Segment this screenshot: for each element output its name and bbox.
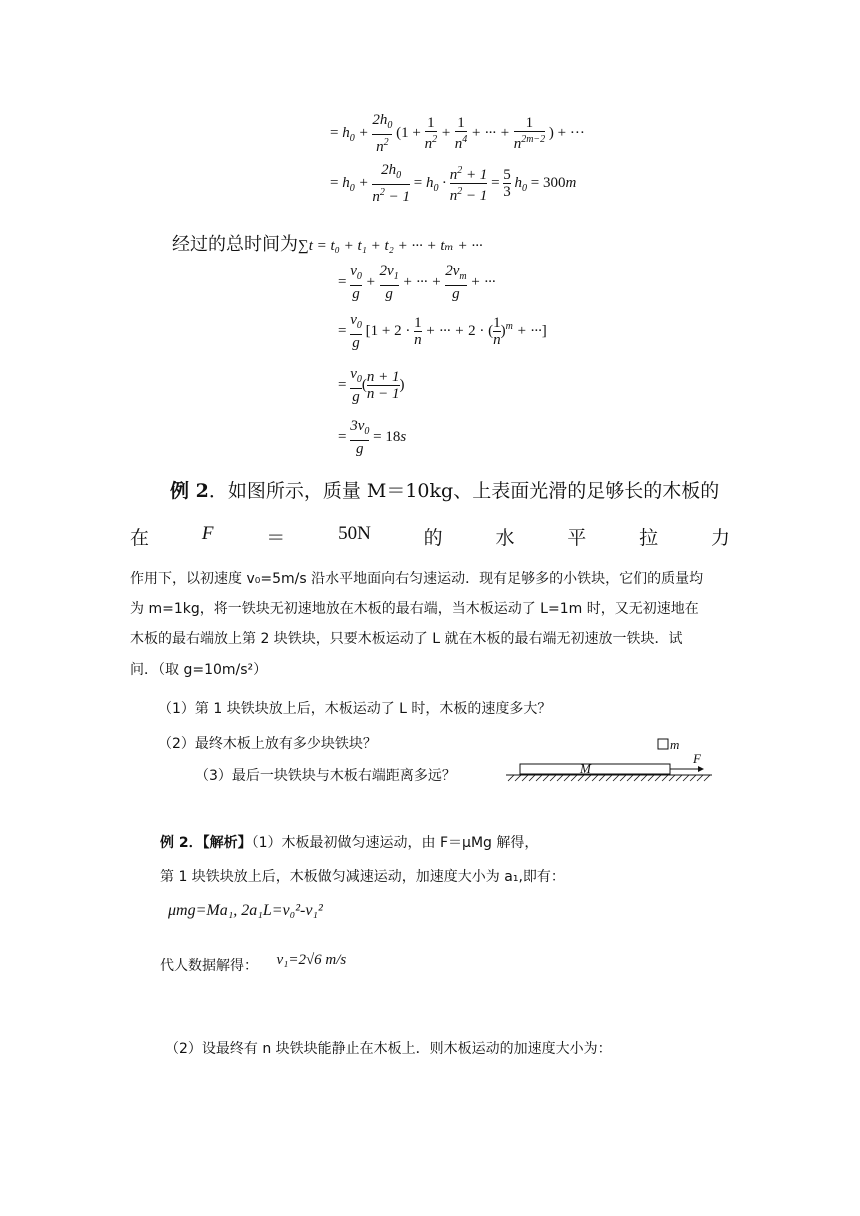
solution-line1-text: （1）木板最初做匀速运动，由 F＝μMg 解得， [251, 835, 539, 851]
solution-line2: 第 1 块铁块放上后，木板做匀减速运动，加速度大小为 a₁,即有： [160, 869, 565, 885]
board-figure [500, 735, 720, 785]
example2-label: 例 2 [170, 480, 209, 502]
word: 的 [423, 527, 443, 549]
solution-eq2: v₁=2√6 m/s [276, 952, 347, 968]
total-time-step3: = $\frac{v_0}{g}$ ( $\frac{n + 1}{n - 1}$ ) [338, 366, 405, 405]
word: 力 [710, 527, 730, 549]
wooden-board [520, 764, 670, 774]
total-time-step2: = $\frac{v_0}{g}$ [1 + 2 · $\frac{1}{n}$ + ··· + 2 · ( $\frac{1}{n}$ )$^m$ + ···] [338, 312, 547, 351]
total-time-sum: ∑t = t₀ + t₁ + t₂ + ··· + tₘ + ··· [298, 238, 483, 254]
example2-line3: 作用下，以初速度 v₀=5m/s 沿水平地面向右匀速运动．现有足够多的小铁块，它们的质量均 [130, 571, 704, 587]
iron-block [658, 739, 668, 749]
solution-line1 [160, 832, 538, 852]
force-arrowhead [698, 766, 704, 772]
block-label: m [670, 737, 680, 752]
word: 水 [495, 527, 515, 549]
total-time-intro [172, 230, 483, 256]
example2-line2 [130, 523, 730, 550]
word: ＝ [266, 527, 286, 549]
ground-hatch [508, 775, 710, 781]
derivation-h-line1: = $h_0$ + $\frac{2h_0}{n^2}$ (1 + $\frac{1}{n^2}$ + $\frac{1}{n^4}$ + ··· + $\frac{1}{n^{2m-2}}$ ) + ··· [330, 112, 585, 155]
question-1: （1）第 1 块铁块放上后，木板运动了 L 时，木板的速度多大？ [158, 701, 552, 717]
force-label: F [693, 751, 701, 766]
total-time-step4: = $\frac{3v_0}{g}$ = 18s [338, 418, 407, 457]
solution-label: 例 2．【解析】 [160, 835, 252, 851]
example2-line5: 木板的最右端放上第 2 块铁块，只要木板运动了 L 就在木板的最右端无初速放一铁块．试 [130, 631, 683, 647]
example2-line1 [170, 476, 719, 503]
solution-line3-text: 代人数据解得： [160, 958, 258, 974]
question-3: （3）最后一块铁块与木板右端距离多远？ [195, 768, 456, 784]
word: 拉 [639, 527, 659, 549]
word: 平 [567, 527, 587, 549]
word: 在 [130, 527, 150, 549]
word: F [201, 523, 214, 544]
question-2: （2）最终木板上放有多少块铁块？ [158, 736, 377, 752]
example2-line6: 问．（取 g=10m/s²） [130, 662, 268, 678]
example2-line4: 为 m=1kg，将一铁块无初速地放在木板的最右端，当木板运动了 L=1m 时，又无初速地在 [130, 601, 699, 617]
total-time-intro-text: 经过的总时间为 [172, 234, 298, 255]
solution-line4: （2）设最终有 n 块铁块能静止在木板上．则木板运动的加速度大小为： [165, 1041, 612, 1057]
word: 50N [338, 523, 371, 544]
example2-line1-text: ．如图所示，质量 M＝10kg、上表面光滑的足够长的木板的 [208, 480, 720, 502]
solution-eq1: μmg=Ma₁, 2a₁L=v₀²-v₁² [168, 902, 323, 919]
solution-line3 [160, 952, 347, 975]
board-label: M [580, 761, 591, 776]
derivation-h-line2: = $h_0$ + $\frac{2h_0}{n^2 - 1}$ = $h_0$ · $\frac{n^2 + 1}{n^2 - 1}$ = $\frac{5}{3}$ $h_0 = 300m$ [330, 162, 577, 205]
total-time-step1: = $\frac{v_0}{g}$ + $\frac{2v_1}{g}$ + ··· + $\frac{2v_m}{g}$ + ··· [338, 263, 496, 302]
